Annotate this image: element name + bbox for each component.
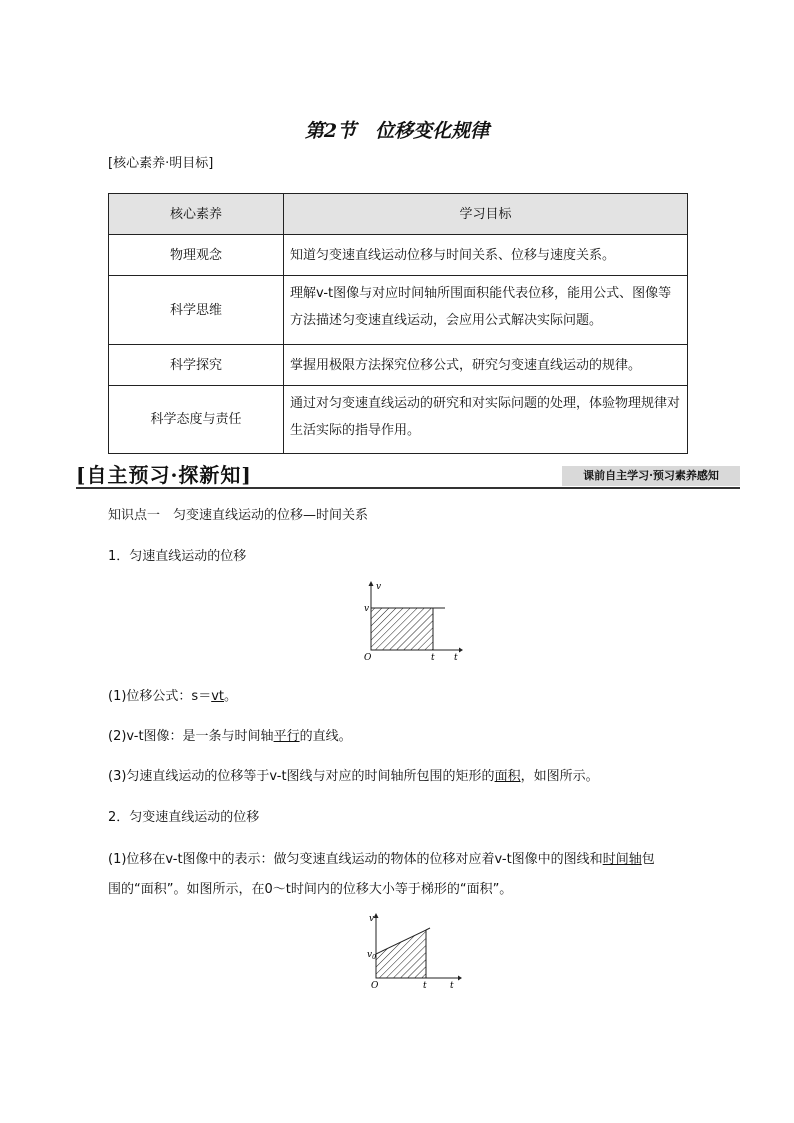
competency-cell: 科学探究 (109, 345, 284, 386)
t-axis-arrow-icon (459, 648, 463, 653)
t-axis-label: t (450, 981, 454, 991)
text: 。 (224, 689, 238, 704)
page-title: 第2节 位移变化规律 (304, 120, 490, 142)
text: (1)位移公式：s＝ (108, 689, 212, 704)
goal-cell: 知道匀变速直线运动位移与时间关系、位移与速度关系。 (284, 235, 688, 276)
table-row (109, 345, 688, 386)
subsection-heading: 1．匀速直线运动的位移 (108, 549, 247, 564)
goal-cell: 通过对匀变速直线运动的研究和对实际问题的处理，体验物理规律对生活实际的指导作用。 (284, 386, 688, 454)
displacement-area (371, 608, 433, 650)
competency-cell: 物理观念 (109, 235, 284, 276)
paragraph (108, 845, 718, 905)
goal-cell: 掌握用极限方法探究位移公式，研究匀变速直线运动的规律。 (284, 345, 688, 386)
origin-label: O (371, 981, 379, 991)
t-tick-label: t (431, 653, 435, 662)
text: 围的“面积”。如图所示，在0～t时间内的位移大小等于梯形的“面积”。 (108, 882, 513, 897)
v-axis-label: v (369, 914, 375, 924)
displacement-area (376, 930, 426, 978)
band-tag: 课前自主学习·预习素养感知 (562, 466, 740, 486)
text: 的直线。 (299, 729, 352, 744)
text: (2)v-t图像：是一条与时间轴 (108, 729, 274, 744)
v-axis-label: v (376, 582, 382, 592)
v-axis-arrow-icon (369, 581, 374, 586)
band-title: [自主预习·探新知] (76, 463, 252, 487)
table-row (109, 276, 688, 345)
table-row (109, 386, 688, 454)
underlined-term: 平行 (273, 729, 300, 744)
underlined-term: vt (211, 689, 224, 704)
goal-cell: 理解v-t图像与对应时间轴所围面积能代表位移，能用公式、图像等方法描述匀变速直线运动，会应用公式解决实际问题。 (284, 276, 688, 345)
underlined-term: 时间轴 (602, 852, 642, 867)
table-header-row (109, 194, 688, 235)
v-axis-arrow-icon (374, 913, 379, 918)
goals-table (108, 193, 688, 454)
paragraph (108, 765, 599, 784)
text: (1)位移在v-t图像中的表示：做匀变速直线运动的物体的位移对应着v-t图像中的图线和 (108, 852, 603, 867)
section-tag: [核心素养·明目标] (108, 156, 214, 171)
header-cell: 学习目标 (284, 194, 688, 235)
header-cell: 核心素养 (109, 194, 284, 235)
text: (3)匀速直线运动的位移等于v-t图线与对应的时间轴所包围的矩形的 (108, 769, 495, 784)
paragraph (108, 685, 237, 704)
text: 包 (641, 852, 655, 867)
knowledge-point-heading: 知识点一 匀变速直线运动的位移—时间关系 (108, 508, 369, 523)
subsection-heading: 2．匀变速直线运动的位移 (108, 810, 260, 825)
competency-cell: 科学态度与责任 (109, 386, 284, 454)
t-axis-arrow-icon (458, 976, 462, 981)
uniform-motion-graph (355, 578, 465, 662)
origin-label: O (364, 653, 372, 662)
uniformly-accelerated-graph (362, 910, 466, 994)
paragraph (108, 725, 352, 744)
text: ，如图所示。 (520, 769, 599, 784)
table-row (109, 235, 688, 276)
t-tick-label: t (423, 981, 427, 991)
competency-cell: 科学思维 (109, 276, 284, 345)
underlined-term: 面积 (494, 769, 521, 784)
v-tick-label: v (364, 604, 370, 614)
velocity-line (426, 928, 430, 930)
t-axis-label: t (454, 653, 458, 662)
v0-label: $v_0$ (367, 950, 376, 961)
